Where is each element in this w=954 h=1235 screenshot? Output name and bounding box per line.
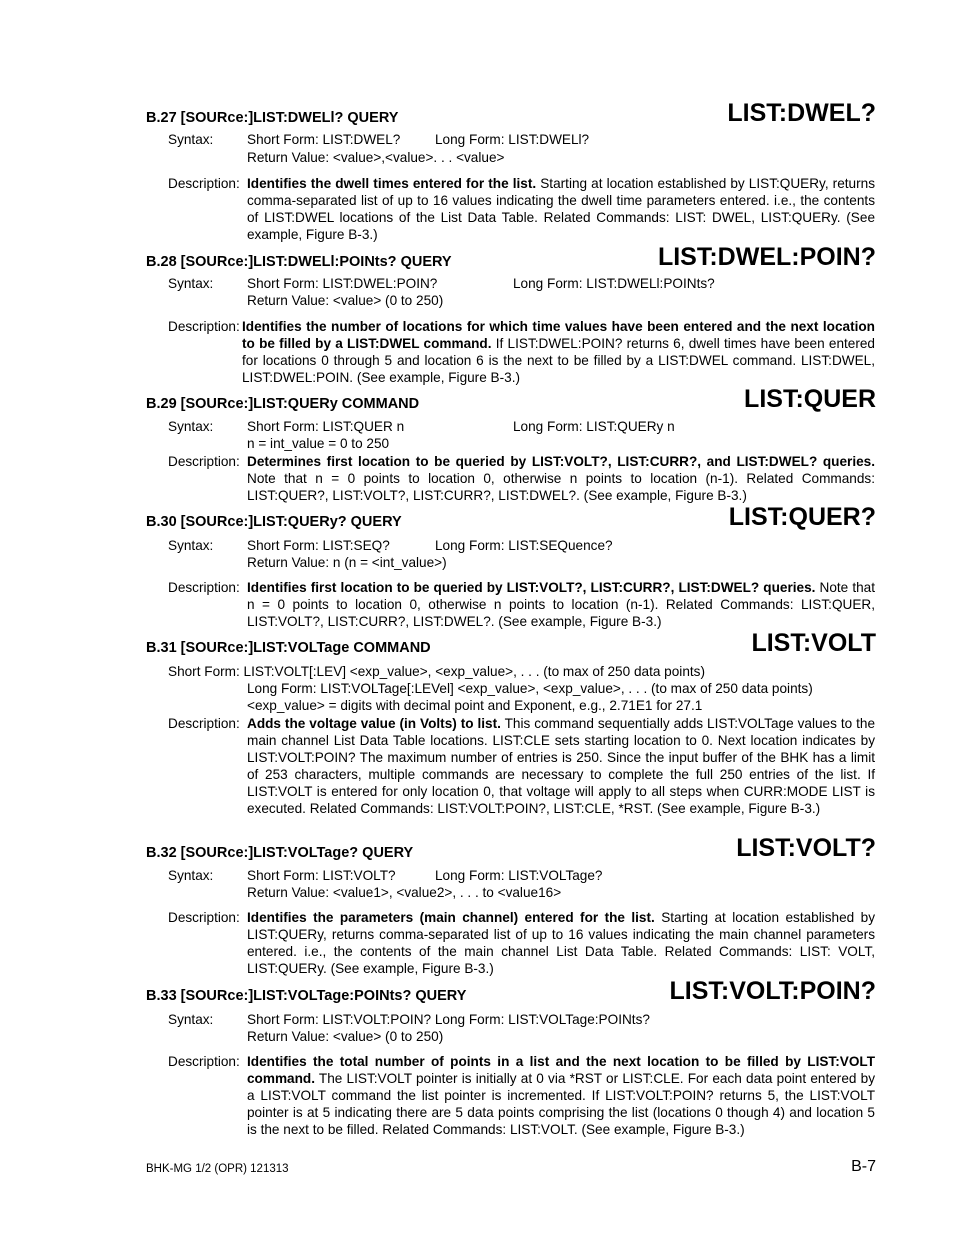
command-heading: LIST:VOLT [751, 629, 876, 657]
return-value: Return Value: <value>,<value>. . . <value> [247, 150, 505, 165]
section-header-b27 [146, 98, 876, 128]
short-form: Short Form: LIST:VOLT? [247, 868, 396, 883]
section-header-b29 [146, 384, 876, 414]
return-value: Return Value: <value> (0 to 250) [247, 293, 444, 308]
return-value: Return Value: <value> (0 to 250) [247, 1029, 444, 1044]
description-text: Determines first location to be queried by LIST:VOLT?, LIST:CURR?, and LIST:DWEL? queries. Note that n = 0 points to location 0, otherwise n points to location (n-1). Related Commands: LIST:QUER?, LIST:VOLT?, LIST:CURR?, LIST:DWEL?. (See example, Figure B-3.) [247, 454, 875, 503]
command-heading: LIST:DWEL:POIN? [657, 243, 876, 271]
description-text: Identifies first location to be queried by LIST:VOLT?, LIST:CURR?, LIST:DWEL? queries. Note that n = 0 points to location 0, otherwise n points to location (n-1). Related Commands: LIST:QUER, LIST:VOLT?, LIST:CURR?, LIST:DWEL?. (See example, Figure B-3.) [247, 580, 875, 629]
section-header-b32 [146, 833, 876, 863]
section-title: B.32 [SOURce:]LIST:VOLTage? QUERY [146, 845, 414, 861]
description-text: Identifies the parameters (main channel) entered for the list. Starting at location established by LIST:QUERy, returns comma-separated list of up to 16 values indicating the main channel parameters entered. i.e., the contents of the main channel List Data Table. Related Commands: LIST: VOLT, LIST:QUERy. (See example, Figure B-3.) [247, 910, 875, 976]
return-value: Return Value: n (n = <int_value>) [247, 555, 447, 570]
parameter-format: <exp_value> = digits with decimal point and Exponent, e.g., 2.71E1 for 27.1 [247, 698, 703, 713]
short-form: Short Form: LIST:VOLT[:LEV] <exp_value>, <exp_value>, . . . (to max of 250 data points) [168, 664, 705, 679]
description-label: Description: [168, 910, 240, 925]
description-label: Description: [168, 319, 240, 334]
syntax-label: Syntax: [168, 1012, 214, 1027]
section-header-b33 [146, 976, 876, 1006]
command-heading: LIST:QUER [744, 385, 876, 413]
section-title: B.30 [SOURce:]LIST:QUERy? QUERY [146, 514, 402, 530]
description-label: Description: [168, 1054, 240, 1069]
command-heading: LIST:VOLT? [736, 834, 876, 862]
description-text: Adds the voltage value (in Volts) to list. This command sequentially adds LIST:VOLTage values to the main channel List Data Table locations. LIST:CLE sets starting location to 0. Next location indicates by LIST:VOLT:POIN? The maximum number of entries is 250. Since the input buffer of the BHK has a limit of 253 characters, multiple commands are necessary to complete the full 250 entries of the list. If LIST:VOLT is entered for only location 0, that voltage will apply to all steps when CURR:MODE LIST is executed. Related Commands: LIST:VOLT:POIN?, LIST:CLE, *RST. (See example, Figure B-3.) [247, 716, 875, 816]
description-text: Identifies the total number of points in a list and the next location to be filled by LIST:VOLT command. The LIST:VOLT pointer is initially at 0 via *RST or LIST:CLE. For each data point entered by a LIST:VOLT command the list pointer is incremented. If LIST:VOLT:POIN? returns 5, the LIST:VOLT pointer is at 5 indicating there are 5 data points comprising the list (locations 0 though 4) and location 5 is the next to be filled. Related Commands: LIST:VOLT. (See example, Figure B-3.) [247, 1054, 875, 1137]
long-form: Long Form: LIST:DWELl? [435, 132, 590, 147]
short-long-form: Short Form: LIST:VOLT:POIN? Long Form: LIST:VOLTage:POINts? [247, 1012, 650, 1027]
command-heading: LIST:QUER? [728, 503, 876, 531]
syntax-label: Syntax: [168, 276, 214, 291]
description-text: Identifies the number of locations for which time values have been entered and the next location to be filled by a LIST:DWEL command. If LIST:DWEL:POIN? returns 6, dwell times have been entered for locations 0 through 5 and location 6 is the next to be filled by a LIST:DWEL command. LIST:DWEL, LIST:DWEL:POIN. (See example, Figure B-3.) [242, 319, 875, 385]
footer-doc-id: BHK-MG 1/2 (OPR) 121313 [146, 1163, 289, 1175]
return-value: Return Value: <value1>, <value2>, . . . to <value16> [247, 885, 562, 900]
section-header-b28 [146, 242, 876, 272]
short-form: Short Form: LIST:DWEL:POIN? [247, 276, 438, 291]
section-title: B.31 [SOURce:]LIST:VOLTage COMMAND [146, 640, 431, 656]
description-label: Description: [168, 454, 240, 469]
short-form: Short Form: LIST:QUER n [247, 419, 405, 434]
section-title: B.29 [SOURce:]LIST:QUERy COMMAND [146, 396, 420, 412]
description-label: Description: [168, 176, 240, 191]
description-text: Identifies the dwell times entered for the list. Starting at location established by LIST:QUERy, returns comma-separated list of up to 16 values indicating the dwell time parameters entered. i.e., the contents of LIST:DWEL locations of the List Data Table. Related Commands: LIST: DWEL, LIST:QUERy. (See example, Figure B-3.) [247, 176, 875, 242]
section-title: B.33 [SOURce:]LIST:VOLTage:POINts? QUERY [146, 988, 467, 1004]
short-form: Short Form: LIST:SEQ? [247, 538, 390, 553]
short-form: Short Form: LIST:DWEL? [247, 132, 401, 147]
syntax-label: Syntax: [168, 868, 214, 883]
command-heading: LIST:VOLT:POIN? [669, 977, 876, 1005]
long-form: Long Form: LIST:VOLTage? [435, 868, 603, 883]
section-title: B.28 [SOURce:]LIST:DWELl:POINts? QUERY [146, 254, 452, 270]
page-number: B-7 [851, 1158, 876, 1175]
syntax-label: Syntax: [168, 132, 214, 147]
syntax-label: Syntax: [168, 538, 214, 553]
syntax-label: Syntax: [168, 419, 214, 434]
section-header-b30 [146, 502, 876, 532]
description-label: Description: [168, 716, 240, 731]
long-form: Long Form: LIST:QUERy n [513, 419, 675, 434]
description-label: Description: [168, 580, 240, 595]
long-form: Long Form: LIST:DWELl:POINts? [513, 276, 715, 291]
command-heading: LIST:DWEL? [727, 99, 876, 127]
long-form: Long Form: LIST:SEQuence? [435, 538, 613, 553]
long-form: Long Form: LIST:VOLTage[:LEVel] <exp_value>, <exp_value>, . . . (to max of 250 data points) [247, 681, 813, 696]
section-header-b31 [146, 628, 876, 658]
parameter-range: n = int_value = 0 to 250 [247, 436, 390, 451]
section-title: B.27 [SOURce:]LIST:DWELl? QUERY [146, 110, 399, 126]
